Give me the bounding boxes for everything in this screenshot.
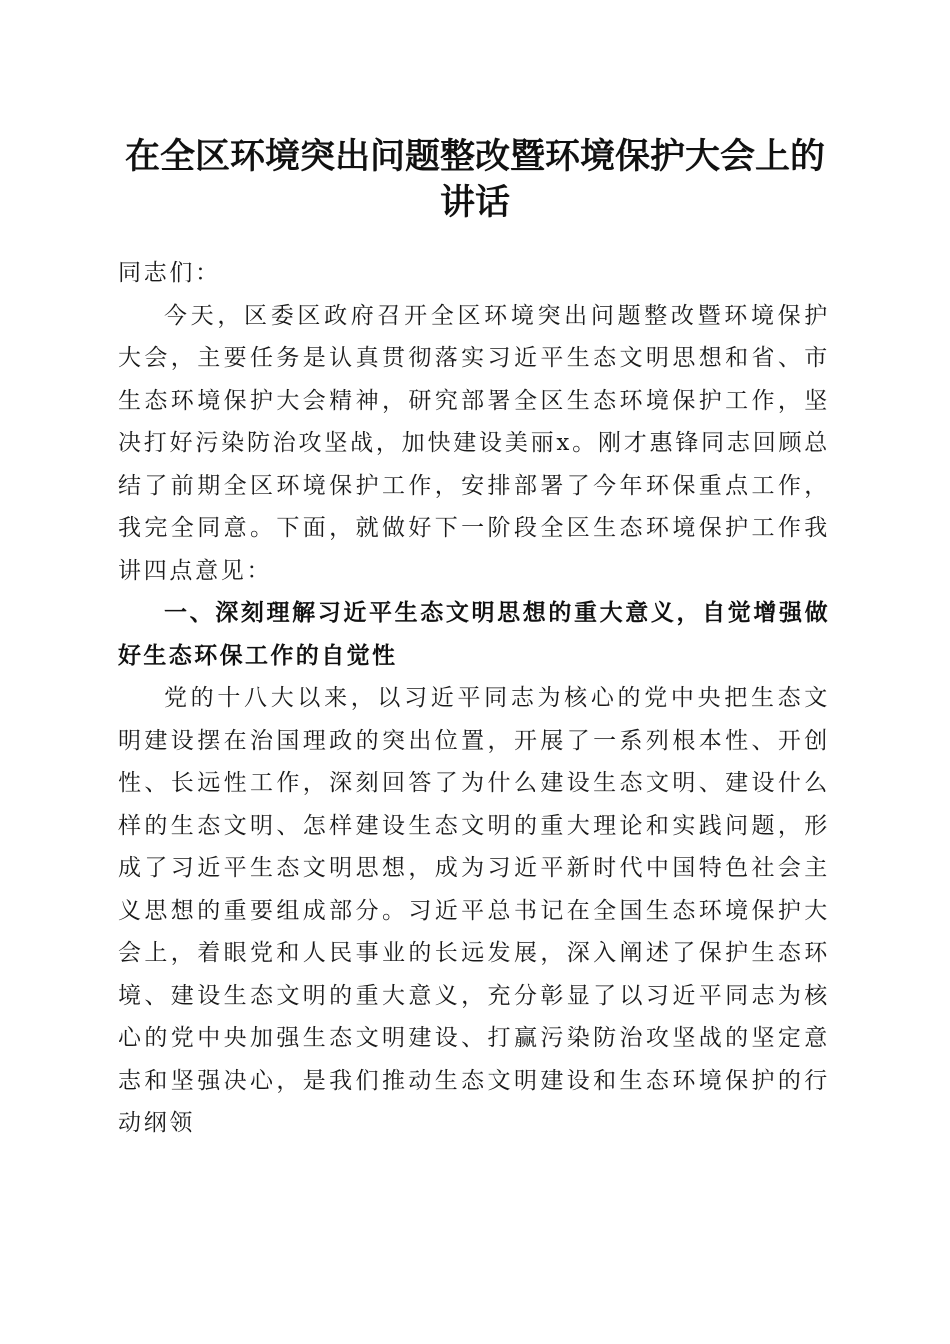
document-body [118,252,830,1145]
section-1-paragraph: 党的十八大以来，以习近平同志为核心的党中央把生态文明建设摆在治国理政的突出位置，开展了一系列根本性、开创性、长远性工作，深刻回答了为什么建设生态文明、建设什么样的生态文明、怎样建设生态文明的重大理论和实践问题，形成了习近平生态文明思想，成为习近平新时代中国特色社会主义思想的重要组成部分。习近平总书记在全国生态环境保护大会上，着眼党和人民事业的长远发展，深入阐述了保护生态环境、建设生态文明的重大意义，充分彰显了以习近平同志为核心的党中央加强生态文明建设、打赢污染防治攻坚战的坚定意志和坚强决心，是我们推动生态文明建设和生态环境保护的行动纲领 [118,685,830,1136]
greeting: 同志们： [118,260,221,286]
opening-paragraph: 今天，区委区政府召开全区环境突出问题整改暨环境保护大会，主要任务是认真贯彻落实习近平生态文明思想和省、市生态环境保护大会精神，研究部署全区生态环境保护工作，坚决打好污染防治攻坚战，加快建设美丽x。刚才惠锋同志回顾总结了前期全区环境保护工作，安排部署了今年环保重点工作，我完全同意。下面，就做好下一阶段全区生态环境保护工作我讲四点意见： [118,302,830,584]
document-title: 在全区环境突出问题整改暨环境保护大会上的讲话 [124,136,825,223]
section-heading-1: 一、深刻理解习近平生态文明思想的重大意义，自觉增强做好生态环保工作的自觉性 [118,600,830,669]
